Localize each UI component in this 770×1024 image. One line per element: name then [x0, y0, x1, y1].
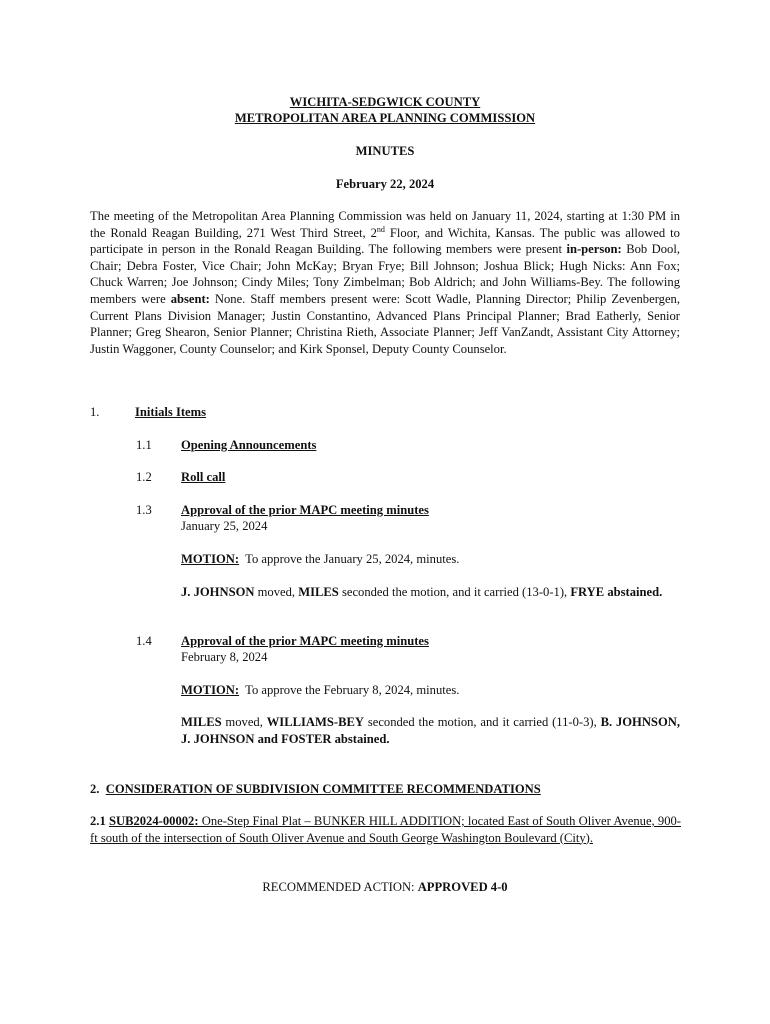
- inperson-label: in-person:: [566, 242, 622, 257]
- motion-label: MOTION:: [181, 683, 240, 697]
- item-1-2-title: Roll call: [181, 470, 226, 484]
- item-1-1-number: 1.1: [136, 438, 152, 452]
- item-1-4-motion: MOTION: To approve the February 8, 2024, minutes.: [181, 683, 460, 697]
- item-2-1: 2.1 SUB2024-00002: One-Step Final Plat – BUNKER HILL ADDITION; located East of South Oliver Avenue, 900-ft south of the intersection of South Oliver Avenue and South George Washington Boulevard (City).: [90, 814, 681, 845]
- section1-number: 1.: [90, 405, 100, 419]
- item-1-3-number: 1.3: [136, 503, 152, 517]
- item-1-4-vote: MILES moved, WILLIAMS-BEY seconded the motion, and it carried (11-0-3), B. JOHNSON, J. JOHNSON and FOSTER abstained.: [181, 715, 680, 746]
- org-title-line1: WICHITA-SEDGWICK COUNTY: [289, 95, 481, 109]
- intro-paragraph: The meeting of the Metropolitan Area Planning Commission was held on January 11, 2024, starting at 1:30 PM in the Ronald Reagan Building, 271 West Third Street, 2nd Floor, and Wichita, Kansas. The public was allowed to participate in person in the Ronald Reagan Building. The following members were present in-person: Bob Dool, Chair; Debra Foster, Vice Chair; John McKay; Bryan Frye; Bill Johnson; Joshua Blick; Hugh Nicks: Ann Fox; Chuck Warren; Joe Johnson; Cindy Miles; Tony Zimbelman; Bob Aldrich; and John Williams-Bey. The following members were absent: None. Staff members present were: Scott Wadle, Planning Director; Philip Zevenbergen, Current Plans Division Manager; Justin Constantino, Advanced Plans Principal Planner; Brad Eatherly, Senior Planner; Greg Shearon, Senior Planner; Christina Rieth, Associate Planner; Jeff VanZandt, Assistant City Attorney; Justin Waggoner, County Counselor; and Kirk Sponsel, Deputy County Counselor.: [90, 209, 680, 356]
- item-1-1-title: Opening Announcements: [181, 438, 317, 452]
- item-1-4-title: Approval of the prior MAPC meeting minutes: [181, 634, 429, 648]
- absent-label: absent:: [170, 291, 210, 306]
- item-1-3-vote: J. JOHNSON moved, MILES seconded the motion, and it carried (13-0-1), FRYE abstained.: [181, 585, 663, 599]
- case-id: SUB2024-00002:: [108, 814, 199, 828]
- motion-label: MOTION:: [181, 552, 240, 566]
- item-1-2-number: 1.2: [136, 470, 152, 484]
- item-1-3-date: January 25, 2024: [181, 519, 268, 533]
- item-1-4-number: 1.4: [136, 634, 152, 648]
- item-1-3-title: Approval of the prior MAPC meeting minutes: [181, 503, 429, 517]
- item-1-3-motion: MOTION: To approve the January 25, 2024, minutes.: [181, 552, 460, 566]
- section2-heading: 2. CONSIDERATION OF SUBDIVISION COMMITTEE RECOMMENDATIONS: [90, 782, 541, 796]
- meeting-date: February 22, 2024: [335, 177, 435, 191]
- section1-title: Initials Items: [135, 405, 207, 419]
- doc-title: MINUTES: [355, 144, 415, 158]
- item-1-4-date: February 8, 2024: [181, 650, 268, 664]
- recommended-action: RECOMMENDED ACTION: APPROVED 4-0: [262, 880, 508, 894]
- org-title-line2: METROPOLITAN AREA PLANNING COMMISSION: [234, 111, 536, 125]
